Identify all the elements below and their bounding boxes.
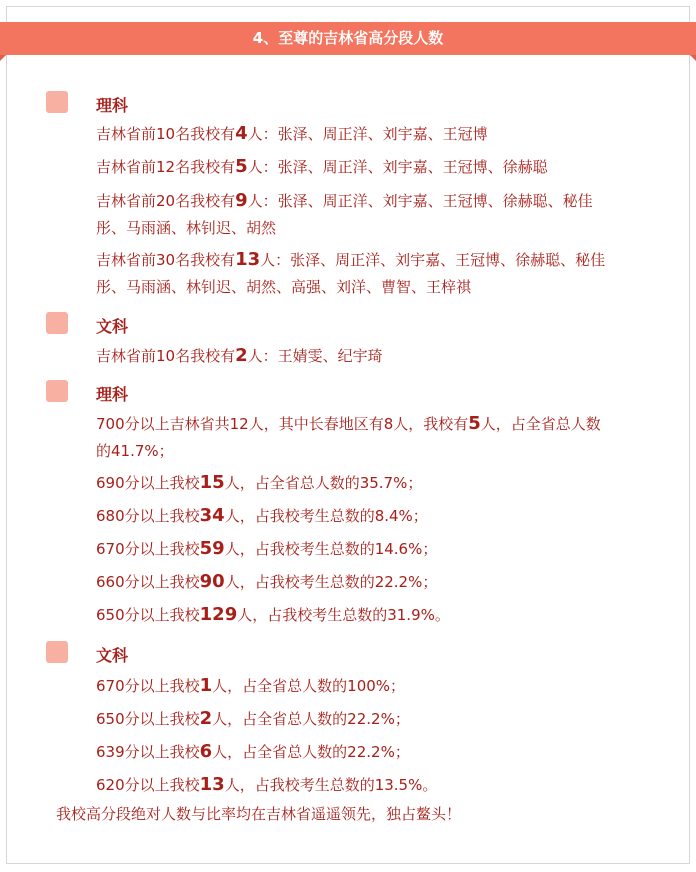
section-heading: 文科 [96,317,129,336]
stat-line: 650分以上我校2人，占全省总人数的22.2%； [96,708,410,729]
section-marker [46,312,68,334]
stat-line: 吉林省前10名我校有2人：王婧雯、纪宇琦 [96,345,383,366]
section-title: 4、至尊的吉林省高分段人数 [252,29,444,47]
section-heading: 理科 [96,96,129,115]
section-heading: 文科 [96,646,129,665]
summary-footer: 我校高分段绝对人数与比率均在吉林省遥遥领先，独占鳌头！ [56,805,462,823]
stat-line: 670分以上我校1人，占全省总人数的100%； [96,675,406,696]
stat-line: 吉林省前12名我校有5人：张泽、周正洋、刘宇嘉、王冠博、徐赫聪 [96,156,548,177]
banner-fold-left [0,55,6,61]
banner-fold-right [690,55,696,61]
stat-line: 690分以上我校15人，占全省总人数的35.7%； [96,472,423,493]
stat-line: 700分以上吉林省共12人，其中长春地区有8人，我校有5人，占全省总人数的41.7%； [96,413,601,460]
stat-line: 吉林省前10名我校有4人：张泽、周正洋、刘宇嘉、王冠博 [96,123,488,144]
section-heading: 理科 [96,385,129,404]
stat-line: 620分以上我校13人，占我校考生总数的13.5%。 [96,774,438,795]
stat-line: 680分以上我校34人，占我校考生总数的8.4%； [96,505,428,526]
section-marker [46,91,68,113]
stat-line: 吉林省前20名我校有9人：张泽、周正洋、刘宇嘉、王冠博、徐赫聪、秘佳彤、马雨涵、林钊迟、胡然 [96,190,593,237]
section-marker [46,641,68,663]
stat-line: 660分以上我校90人，占我校考生总数的22.2%； [96,571,438,592]
section-marker [46,380,68,402]
stat-line: 吉林省前30名我校有13人：张泽、周正洋、刘宇嘉、王冠博、徐赫聪、秘佳彤、马雨涵、林钊迟、胡然、高强、刘洋、曹智、王梓祺 [96,249,606,296]
stat-line: 650分以上我校129人，占我校考生总数的31.9%。 [96,604,450,625]
stat-line: 670分以上我校59人，占我校考生总数的14.6%； [96,538,438,559]
stat-line: 639分以上我校6人，占全省总人数的22.2%； [96,741,410,762]
section-title-banner [0,22,696,55]
